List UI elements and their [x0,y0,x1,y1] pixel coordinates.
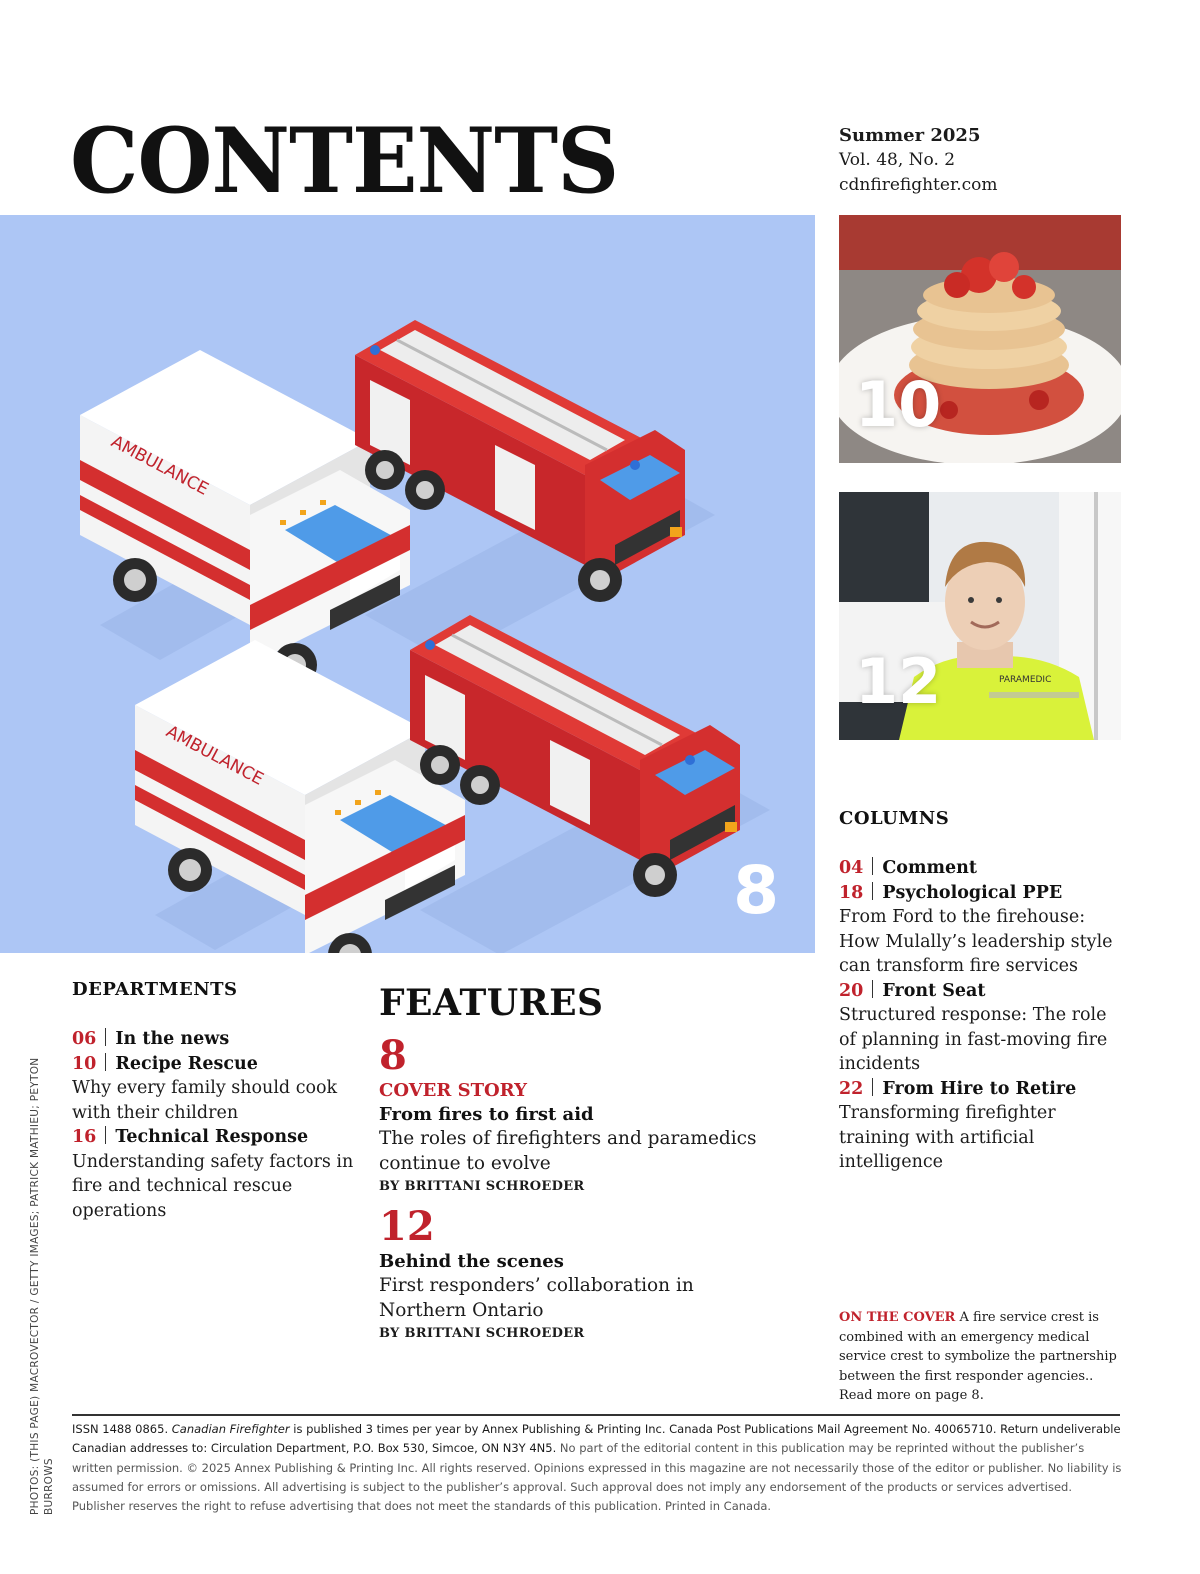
feature-page-number: 12 [379,1203,435,1250]
website-link[interactable]: cdnfirefighter.com [839,175,998,195]
columns-list [839,856,1124,1175]
departments-heading: DEPARTMENTS [72,979,238,1000]
on-the-cover-note [839,1308,1124,1406]
issue-volume: Vol. 48, No. 2 [839,150,956,170]
list-item[interactable]: 18 Psychological PPE From Ford to the firehouse: How Mulally’s leadership style can transform fire services [839,882,1113,976]
feature-title: Behind the scenes [379,1251,564,1272]
recipe-thumbnail[interactable] [839,215,1121,463]
footer-return-address: Return undeliverable Canadian addresses to: Circulation Department, P.O. Box 530, Simcoe, ON N3Y 4N5. [72,1422,1121,1456]
feature-byline: BY BRITTANI SCHROEDER [379,1326,585,1341]
ambulance-label-2: AMBULANCE [162,721,267,790]
hero-page-number: 8 [733,852,779,929]
footer-divider [72,1414,1120,1416]
paramedic-vest-text: PARAMEDIC [999,675,1052,685]
feature-item[interactable] [379,1204,779,1345]
feature-item[interactable] [379,1033,779,1198]
feature-desc: First responders’ collaboration in Northern Ontario [379,1275,694,1321]
publication-footer [72,1420,1124,1516]
list-item[interactable]: 22 From Hire to Retire Transforming firefighter training with artificial intelligence [839,1078,1077,1172]
issue-info [839,123,997,198]
issue-season: Summer 2025 [839,125,981,146]
departments-list [72,1027,362,1223]
footer-legal: No part of the editorial content in this publication may be reprinted without the publisher’s written permission. © 2025 Annex Publishing & Printing Inc. All rights reserved. Opinions expressed in this magazine are not necessarily those of the editor or publisher. No liability is assumed for errors or omissions. All advertising is subject to the publisher’s approval. Such approval does not imply any endorsement of the products or services advertised. Publisher reserves the right to refuse advertising that does not meet the standards of this publication. Printed in Canada. [72,1441,1122,1514]
firetruck-top [355,320,715,660]
photo-credit: PHOTOS: (THIS PAGE) MACROVECTOR / GETTY IMAGES; PATRICK MATHIEU; PEYTON BURROWS [29,1057,55,1515]
feature-byline: BY BRITTANI SCHROEDER [379,1179,585,1194]
feature-page-number: 8 [379,1032,407,1079]
firetruck-bottom [410,615,770,953]
paramedic-page-number: 12 [855,645,942,718]
feature-title: From fires to first aid [379,1104,594,1125]
cover-story-illustration[interactable] [0,215,815,953]
footer-issn: ISSN 1488 0865. [72,1422,169,1436]
features-heading: FEATURES [379,982,604,1024]
feature-kicker: COVER STORY [379,1080,527,1101]
list-item[interactable]: 04 Comment [839,858,977,878]
list-item[interactable]: 06 In the news [72,1029,230,1049]
list-item[interactable]: 10 Recipe Rescue Why every family should cook with their children [72,1053,338,1123]
features-list [379,1033,779,1345]
columns-heading: COLUMNS [839,808,950,829]
list-item[interactable]: 16 Technical Response Understanding safety factors in fire and technical rescue operations [72,1127,354,1221]
on-the-cover-text: A fire service crest is combined with an emergency medical service crest to symbolize the partnership between the first responder agencies.. Read more on page 8. [839,1310,1117,1403]
emergency-vehicles-illustration [0,215,815,953]
ambulance-label-1: AMBULANCE [107,431,212,500]
footer-magazine-name: Canadian Firefighter [171,1422,290,1436]
recipe-page-number: 10 [855,368,942,441]
paramedic-thumbnail[interactable] [839,492,1121,740]
footer-published: is published 3 times per year by Annex Publishing & Printing Inc. Canada Post Publications Mail Agreement No. 40065710. [293,1422,997,1436]
feature-desc: The roles of firefighters and paramedics continue to evolve [379,1128,757,1174]
page-title: CONTENTS [70,108,619,215]
list-item[interactable]: 20 Front Seat Structured response: The role of planning in fast-moving fire incidents [839,980,1108,1074]
on-the-cover-label: ON THE COVER [839,1310,956,1325]
